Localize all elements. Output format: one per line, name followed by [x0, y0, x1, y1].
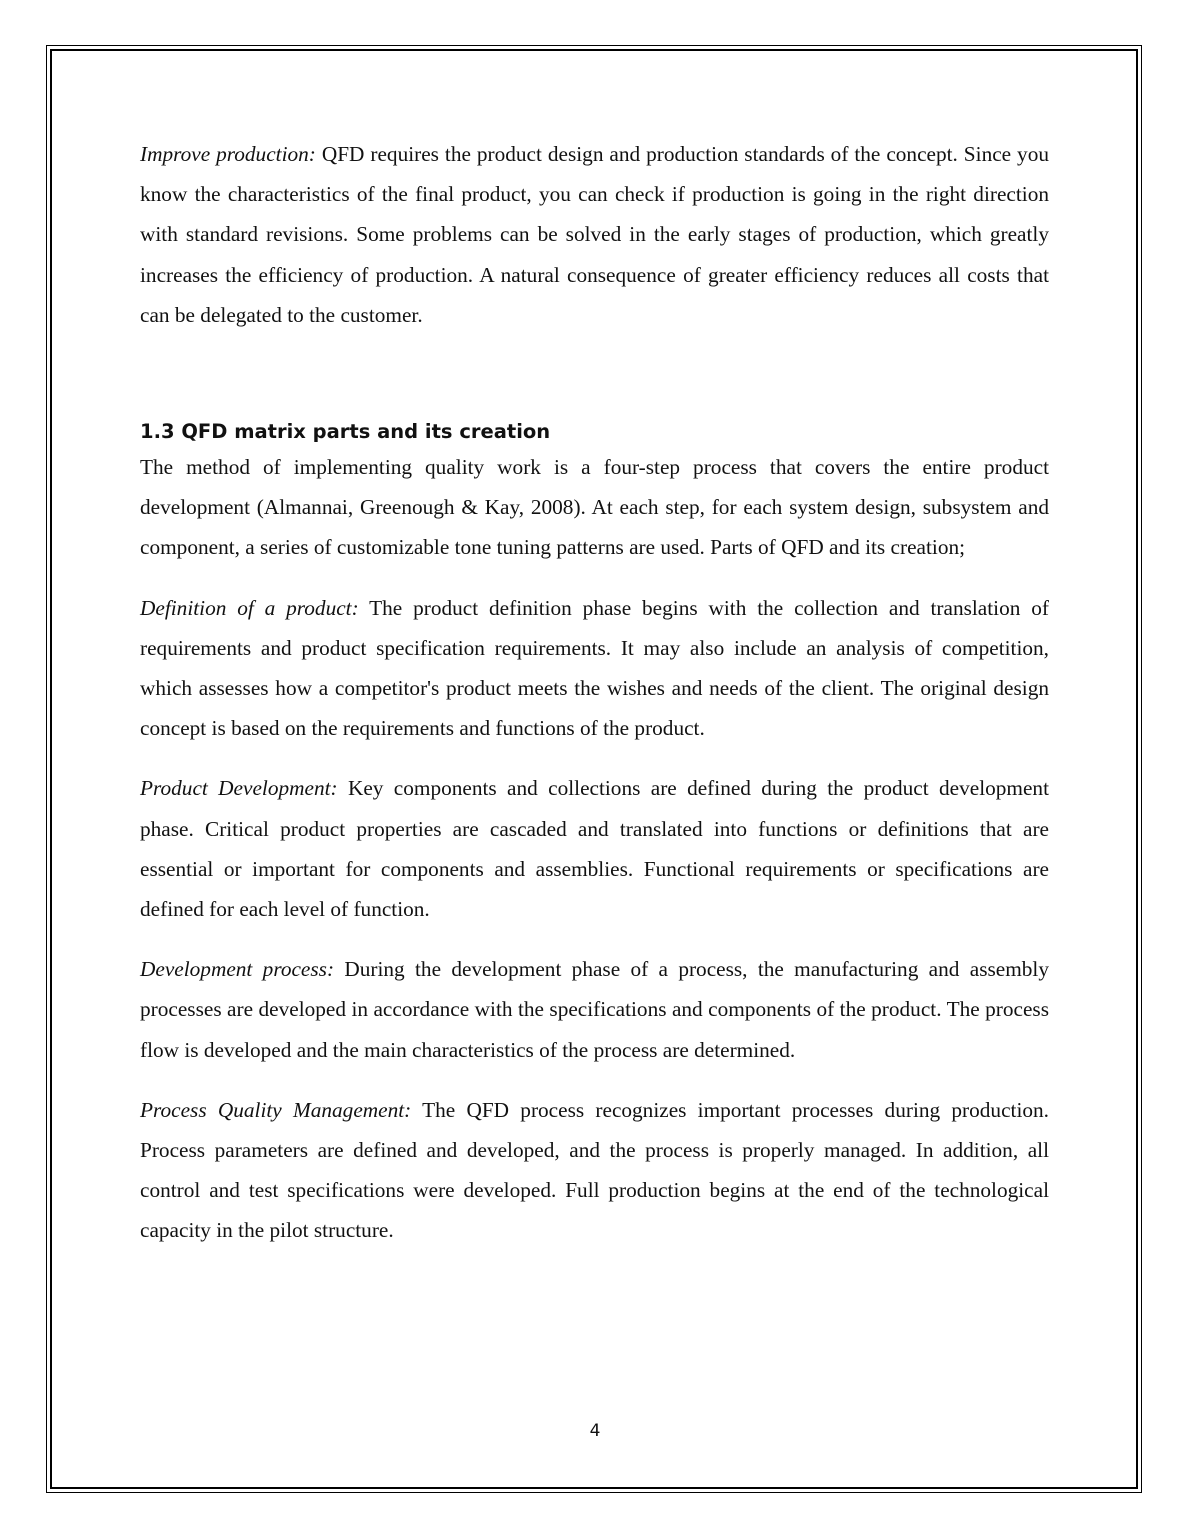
paragraph-improve-production [140, 134, 1049, 335]
paragraph-product-development [140, 768, 1049, 929]
paragraph-text: The product definition phase begins with the collection and translation of requirements and product specification requirements. It may also include an analysis of competition, which assesses how a competitor's product meets the wishes and needs of the client. The original design concept is based on the requirements and functions of the product. [140, 595, 1049, 741]
paragraph-definition-of-product [140, 588, 1049, 749]
paragraph-text: During the development phase of a process, the manufacturing and assembly processes are developed in accordance with the specifications and components of the product. The process flow is developed and the main characteristics of the process are determined. [140, 957, 1049, 1062]
paragraph-text: The QFD process recognizes important processes during production. Process parameters are defined and developed, and the process is properly managed. In addition, all control and test specifications were developed. Full production begins at the end of the technological capacity in the pilot structure. [140, 1097, 1049, 1243]
paragraph-lead: Product Development: [140, 776, 338, 801]
paragraph-lead: Definition of a product: [140, 595, 359, 620]
paragraph-lead: Development process: [140, 957, 335, 982]
page-content [140, 134, 1049, 1271]
section-intro: The method of implementing quality work is a four-step process that covers the entire product development (Almannai, Greenough & Kay, 2008). At each step, for each system design, subsystem and component, a series of customizable tone tuning patterns are used. Parts of QFD and its creation; [140, 455, 1049, 560]
spacer [140, 355, 1049, 417]
paragraph-text: Key components and collections are defined during the product development phase. Critical product properties are cascaded and translated into functions or definitions that are essential or important for components and assemblies. Functional requirements or specifications are defined for each level of function. [140, 776, 1049, 922]
paragraph-development-process [140, 949, 1049, 1070]
paragraph-process-quality-management [140, 1090, 1049, 1251]
paragraph-lead: Improve production: [140, 142, 316, 166]
page-number: 4 [589, 1421, 601, 1441]
section-heading: 1.3 QFD matrix parts and its creation [140, 420, 551, 444]
paragraph-text: QFD requires the product design and production standards of the concept. Since you know the characteristics of the final product, you can check if production is going in the right direction with standard revisions. Some problems can be solved in the early stages of production, which greatly increases the efficiency of production. A natural consequence of greater efficiency reduces all costs that can be delegated to the customer. [140, 142, 1050, 327]
paragraph-lead: Process Quality Management: [140, 1097, 412, 1122]
